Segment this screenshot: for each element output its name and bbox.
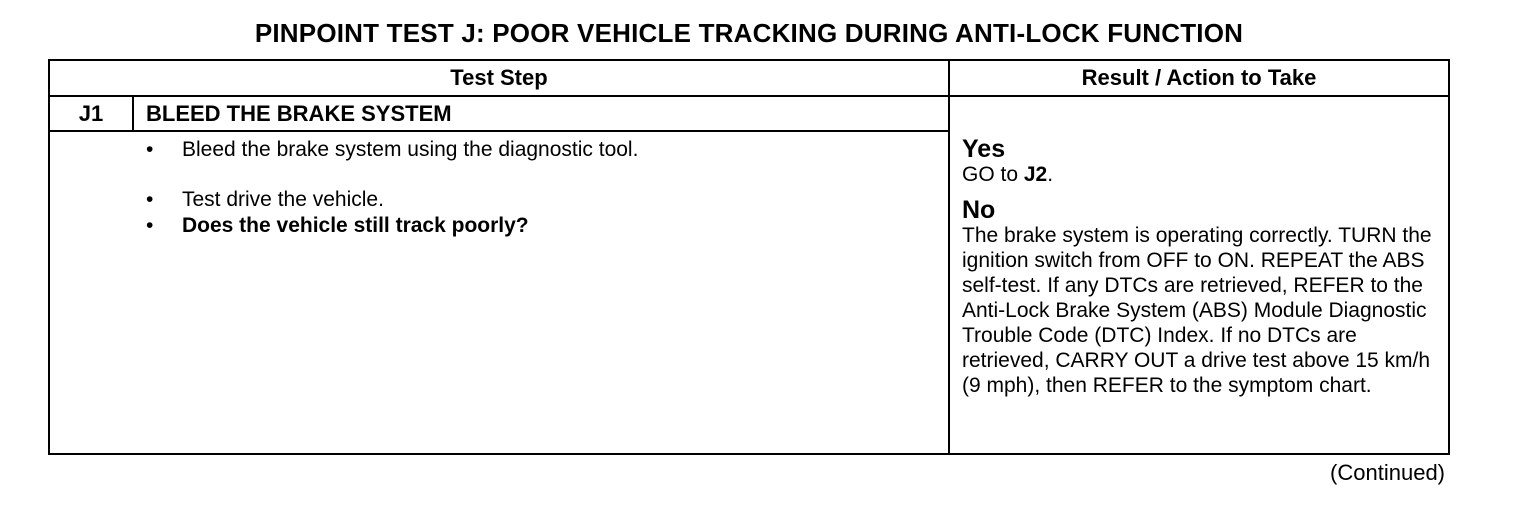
continued-note: (Continued): [1330, 460, 1445, 485]
step-title-divider: [50, 130, 948, 132]
step-id-divider: [132, 97, 134, 130]
yes-action-target: J2: [1023, 163, 1048, 186]
step-title: BLEED THE BRAKE SYSTEM: [146, 101, 452, 126]
result-no: [962, 197, 1448, 398]
bullet-dot: •: [146, 214, 154, 237]
bullet-dot: •: [146, 188, 154, 211]
no-label: No: [962, 196, 996, 224]
page-title: PINPOINT TEST J: POOR VEHICLE TRACKING DURING ANTI-LOCK FUNCTION: [254, 18, 1244, 48]
header-test-step: Test Step: [450, 65, 548, 90]
yes-action: GO to J2.: [962, 163, 1054, 186]
no-action: The brake system is operating correctly. TURN the ignition switch from OFF to ON. REPEAT the ABS self-test. If any DTCs are retrieved, REFER to the Anti-Lock Brake System (ABS) Module Diagnostic Trouble Code (DTC) Index. If no DTCs are retrieved, CARRY OUT a drive test above 15 km/h (9 mph), then REFER to the symptom chart.: [962, 224, 1432, 397]
bullet-question: Does the vehicle still track poorly?: [182, 214, 529, 237]
result-yes: [962, 136, 1448, 187]
bullet-text: Test drive the vehicle.: [182, 188, 384, 211]
header-result-action: Result / Action to Take: [1081, 65, 1317, 90]
yes-label: Yes: [962, 135, 1006, 163]
step-id: J1: [78, 101, 104, 126]
column-divider: [948, 61, 950, 453]
bullet-dot: •: [146, 138, 154, 161]
bullet-text: Bleed the brake system using the diagnostic tool.: [182, 138, 639, 161]
pinpoint-test-table: [48, 59, 1450, 455]
